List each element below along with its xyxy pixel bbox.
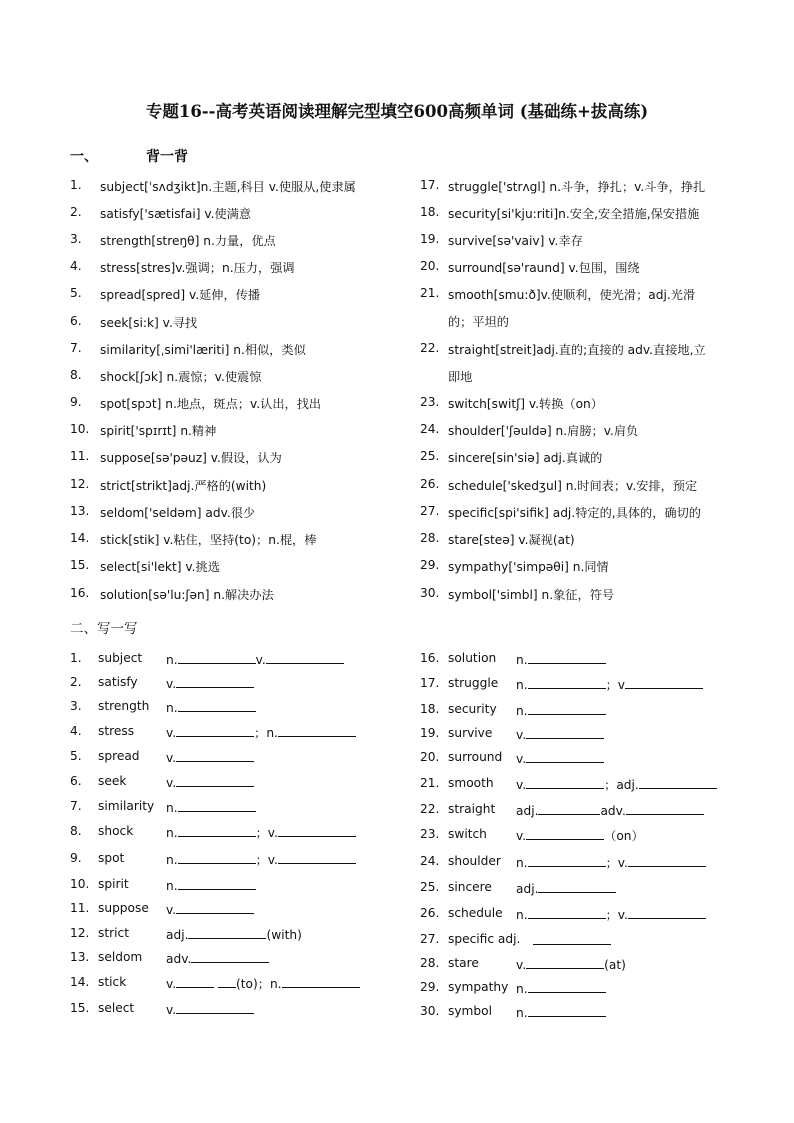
part-of-speech-label: n. [166,653,178,667]
item-number: 15. [70,558,90,572]
answer-blank[interactable] [626,802,704,815]
answer-area [166,824,356,841]
item-number: 3. [70,699,82,713]
item-number: 11. [70,901,90,915]
part-of-speech-label: adj. [166,928,189,942]
part-of-speech-label: adv. [600,804,626,818]
item-number: 24. [420,422,440,436]
item-number: 4. [70,724,82,738]
word: straight [448,802,496,816]
item-number: 29. [420,980,440,994]
item-number: 28. [420,956,440,970]
item-number: 6. [70,774,82,788]
part-of-speech-label: adv. [166,952,192,966]
answer-area [166,749,254,765]
part-of-speech-label: ；v. [605,856,628,870]
word: schedule [448,906,503,920]
answer-area [516,726,604,742]
item-text-continued: 即地 [448,370,473,384]
item-number: 30. [420,586,440,600]
answer-suffix: (with) [266,928,302,942]
item-text: surround[sə'raund] v.包围，围绕 [448,261,640,275]
part-of-speech-label: v. [516,728,527,742]
word: stare [448,956,479,970]
word: sympathy [448,980,509,994]
answer-blank[interactable] [628,854,706,867]
word: stick [98,975,127,989]
item-number: 4. [70,259,82,273]
item-text: schedule['skedʒul] n.时间表；v.安排，预定 [448,479,698,493]
item-number: 7. [70,799,82,813]
item-number: 15. [70,1001,90,1015]
item-text: subject[ˈsʌdʒikt]n.主题,科目 v.使服从,使隶属 [100,180,356,194]
answer-blank[interactable] [528,702,606,715]
answer-suffix: （on） [604,829,644,843]
item-number: 10. [70,877,90,891]
answer-area [516,651,606,667]
answer-blank[interactable] [526,956,604,969]
section-1-number: 一、 [70,149,98,165]
item-number: 2. [70,675,82,689]
item-number: 11. [70,449,90,463]
answer-blank[interactable] [176,901,254,914]
answer-blank[interactable] [218,975,236,988]
item-text: select[si'lekt] v.挑选 [100,560,220,574]
part-of-speech-label: n. [166,853,178,867]
answer-blank[interactable] [178,651,256,664]
item-text: similarity[ˌsimi'læriti] n.相似，类似 [100,343,306,357]
answer-blank[interactable] [178,799,256,812]
item-number: 27. [420,932,440,946]
item-number: 9. [70,395,82,409]
word: specific adj. [448,932,521,946]
item-number: 19. [420,232,440,246]
word: sincere [448,880,492,894]
part-of-speech-label: n. [166,801,178,815]
answer-area [166,799,256,815]
word: smooth [448,776,494,790]
word: symbol [448,1004,493,1018]
item-number: 23. [420,395,440,409]
item-text: struggle['strʌgl] n.斗争，挣扎；v.斗争，挣扎 [448,180,706,194]
answer-area [516,827,644,844]
item-text: stare[steə] v.凝视(at) [448,533,575,547]
answer-blank[interactable] [639,776,717,789]
answer-area [516,776,717,793]
answer-blank[interactable] [278,851,356,864]
item-number: 21. [420,286,440,300]
item-number: 30. [420,1004,440,1018]
item-number: 2. [70,205,82,219]
part-of-speech-label: ；v. [255,826,278,840]
item-number: 20. [420,259,440,273]
part-of-speech-label: (to)；n. [236,977,282,991]
answer-blank[interactable] [628,906,706,919]
answer-blank[interactable] [533,932,611,945]
part-of-speech-label: v. [166,977,177,991]
answer-area [516,1004,606,1020]
answer-blank[interactable] [526,726,604,739]
item-text: strength[streŋθ] n.力量，优点 [100,234,276,248]
item-number: 9. [70,851,82,865]
part-of-speech-label: v. [516,778,527,792]
answer-blank[interactable] [178,824,256,837]
answer-area [166,950,269,966]
item-number: 12. [70,926,90,940]
item-text: spread[spred] v.延伸，传播 [100,288,261,302]
answer-area [166,774,254,790]
answer-area [516,854,706,871]
word: subject [98,651,143,665]
part-of-speech-label: n. [166,701,178,715]
item-number: 6. [70,314,82,328]
answer-blank[interactable] [528,906,606,919]
word: security [448,702,497,716]
part-of-speech-label: n. [166,879,178,893]
part-of-speech-label: v. [516,958,527,972]
word: spread [98,749,140,763]
answer-area [516,980,606,996]
part-of-speech-label: v. [255,653,266,667]
word: survive [448,726,493,740]
answer-blank[interactable] [625,676,703,689]
item-number: 27. [420,504,440,518]
answer-blank[interactable] [526,827,604,840]
item-number: 14. [70,975,90,989]
answer-area [166,651,344,667]
item-text: survive[sə'vaiv] v.幸存 [448,234,583,248]
word: suppose [98,901,149,915]
item-number: 19. [420,726,440,740]
word: switch [448,827,487,841]
item-text: strict[strikt]adj.严格的(with) [100,479,267,493]
answer-blank[interactable] [528,676,606,689]
part-of-speech-label: v. [516,829,527,843]
word: spot [98,851,125,865]
word: stress [98,724,135,738]
item-number: 8. [70,368,82,382]
answer-blank[interactable] [191,950,269,963]
item-text: sympathy['simpəθi] n.同情 [448,560,609,574]
item-text: symbol['simbl] n.象征，符号 [448,588,615,602]
item-text: seek[si:k] v.寻找 [100,316,198,330]
item-number: 21. [420,776,440,790]
answer-area [166,675,254,691]
answer-area [516,750,604,766]
part-of-speech-label: ；v. [255,853,278,867]
part-of-speech-label: v. [166,776,177,790]
answer-area [166,851,356,868]
answer-blank[interactable] [176,675,254,688]
answer-blank[interactable] [176,774,254,787]
part-of-speech-label: n. [516,704,528,718]
answer-area [166,975,360,992]
answer-blank[interactable] [526,750,604,763]
item-number: 22. [420,341,440,355]
answer-blank[interactable] [178,851,256,864]
item-text: stick[stik] v.粘住，坚持(to)；n.棍，棒 [100,533,317,547]
item-number: 17. [420,676,440,690]
answer-blank[interactable] [176,1001,254,1014]
word: spirit [98,877,129,891]
part-of-speech-label: v. [166,1003,177,1017]
word: strength [98,699,150,713]
item-number: 13. [70,504,90,518]
part-of-speech-label: n. [166,826,178,840]
part-of-speech-label: adj. [516,882,539,896]
item-text: spot[spɔt] n.地点，斑点；v.认出，找出 [100,397,322,411]
answer-blank[interactable] [528,854,606,867]
answer-blank[interactable] [178,877,256,890]
answer-area [516,702,606,718]
item-number: 5. [70,286,82,300]
part-of-speech-label: ；v. [605,908,628,922]
part-of-speech-label: adj. [516,804,539,818]
section-1-heading: 背一背 [146,149,188,165]
item-number: 28. [420,531,440,545]
word: similarity [98,799,155,813]
answer-area [166,724,356,741]
item-number: 18. [420,702,440,716]
answer-area [166,901,254,917]
item-number: 13. [70,950,90,964]
item-number: 1. [70,178,82,192]
answer-blank[interactable] [528,980,606,993]
part-of-speech-label: n. [516,1006,528,1020]
word: surround [448,750,503,764]
answer-area [516,802,704,818]
part-of-speech-label: ；adj. [604,778,639,792]
word: seldom [98,950,143,964]
item-text: suppose[sə'pəuz] v.假设，认为 [100,451,282,465]
answer-blank[interactable] [538,880,616,893]
part-of-speech-label: v. [166,751,177,765]
word: shoulder [448,854,501,868]
answer-blank[interactable] [278,824,356,837]
item-number: 5. [70,749,82,763]
item-number: 25. [420,449,440,463]
item-text: security[si'kju:riti]n.安全,安全措施,保安措施 [448,207,700,221]
word: solution [448,651,497,665]
answer-blank[interactable] [528,1004,606,1017]
item-text: shoulder['ʃəuldə] n.肩膀；v.肩负 [448,424,639,438]
item-text: stress[stres]v.强调；n.压力，强调 [100,261,295,275]
item-text: straight[streit]adj.直的;直接的 adv.直接地,立 [448,343,706,357]
item-number: 20. [420,750,440,764]
item-number: 3. [70,232,82,246]
answer-area [533,932,611,948]
item-text: smooth[smu:ð]v.使顺利，使光滑；adj.光滑 [448,288,696,302]
answer-area [516,956,626,972]
part-of-speech-label: v. [166,726,177,740]
item-text: solution[sə'lu:ʃən] n.解决办法 [100,588,274,602]
item-number: 12. [70,477,90,491]
answer-area [166,877,256,893]
answer-blank[interactable] [526,776,604,789]
answer-blank[interactable] [176,975,214,988]
answer-blank[interactable] [282,975,360,988]
item-text: specific[spi'sifik] adj.特定的,具体的，确切的 [448,506,701,520]
answer-area [166,1001,254,1017]
item-text: shock[ʃɔk] n.震惊；v.使震惊 [100,370,262,384]
part-of-speech-label: n. [516,908,528,922]
answer-blank[interactable] [176,749,254,762]
item-number: 18. [420,205,440,219]
item-text: switch[switʃ] v.转换（on） [448,397,603,411]
part-of-speech-label: ；n. [254,726,278,740]
item-number: 26. [420,477,440,491]
document-title: 专题16--高考英语阅读理解完型填空600高频单词 (基础练+拔高练) [145,102,649,121]
answer-area [166,699,256,715]
word: strict [98,926,130,940]
item-number: 16. [420,651,440,665]
answer-blank[interactable] [176,724,254,737]
part-of-speech-label: n. [516,982,528,996]
answer-blank[interactable] [266,651,344,664]
answer-blank[interactable] [538,802,600,815]
part-of-speech-label: ；v [605,678,626,692]
item-number: 24. [420,854,440,868]
part-of-speech-label: v. [166,677,177,691]
item-text-continued: 的；平坦的 [448,315,509,329]
answer-blank[interactable] [528,651,606,664]
word: shock [98,824,134,838]
word: satisfy [98,675,138,689]
item-text: satisfy['sætisfai] v.使满意 [100,207,252,221]
item-text: sincere[sin'siə] adj.真诚的 [448,451,603,465]
section-2-heading: 二、写一写 [70,621,138,637]
answer-area [516,880,616,896]
item-number: 26. [420,906,440,920]
part-of-speech-label: v. [166,903,177,917]
answer-blank[interactable] [178,699,256,712]
word: struggle [448,676,499,690]
answer-suffix: (at) [604,958,626,972]
answer-area [516,676,703,693]
item-number: 7. [70,341,82,355]
answer-blank[interactable] [278,724,356,737]
answer-area [166,926,302,942]
item-text: seldom['seldəm] adv.很少 [100,506,256,520]
answer-area [516,906,706,923]
item-number: 10. [70,422,90,436]
item-number: 8. [70,824,82,838]
item-number: 17. [420,178,440,192]
part-of-speech-label: n. [516,856,528,870]
item-number: 14. [70,531,90,545]
item-number: 16. [70,586,90,600]
item-number: 29. [420,558,440,572]
item-number: 1. [70,651,82,665]
word: seek [98,774,127,788]
part-of-speech-label: n. [516,653,528,667]
item-text: spirit['spɪrɪt] n.精神 [100,424,217,438]
item-number: 23. [420,827,440,841]
answer-blank[interactable] [188,926,266,939]
item-number: 22. [420,802,440,816]
item-number: 25. [420,880,440,894]
part-of-speech-label: v. [516,752,527,766]
word: select [98,1001,135,1015]
part-of-speech-label: n. [516,678,528,692]
